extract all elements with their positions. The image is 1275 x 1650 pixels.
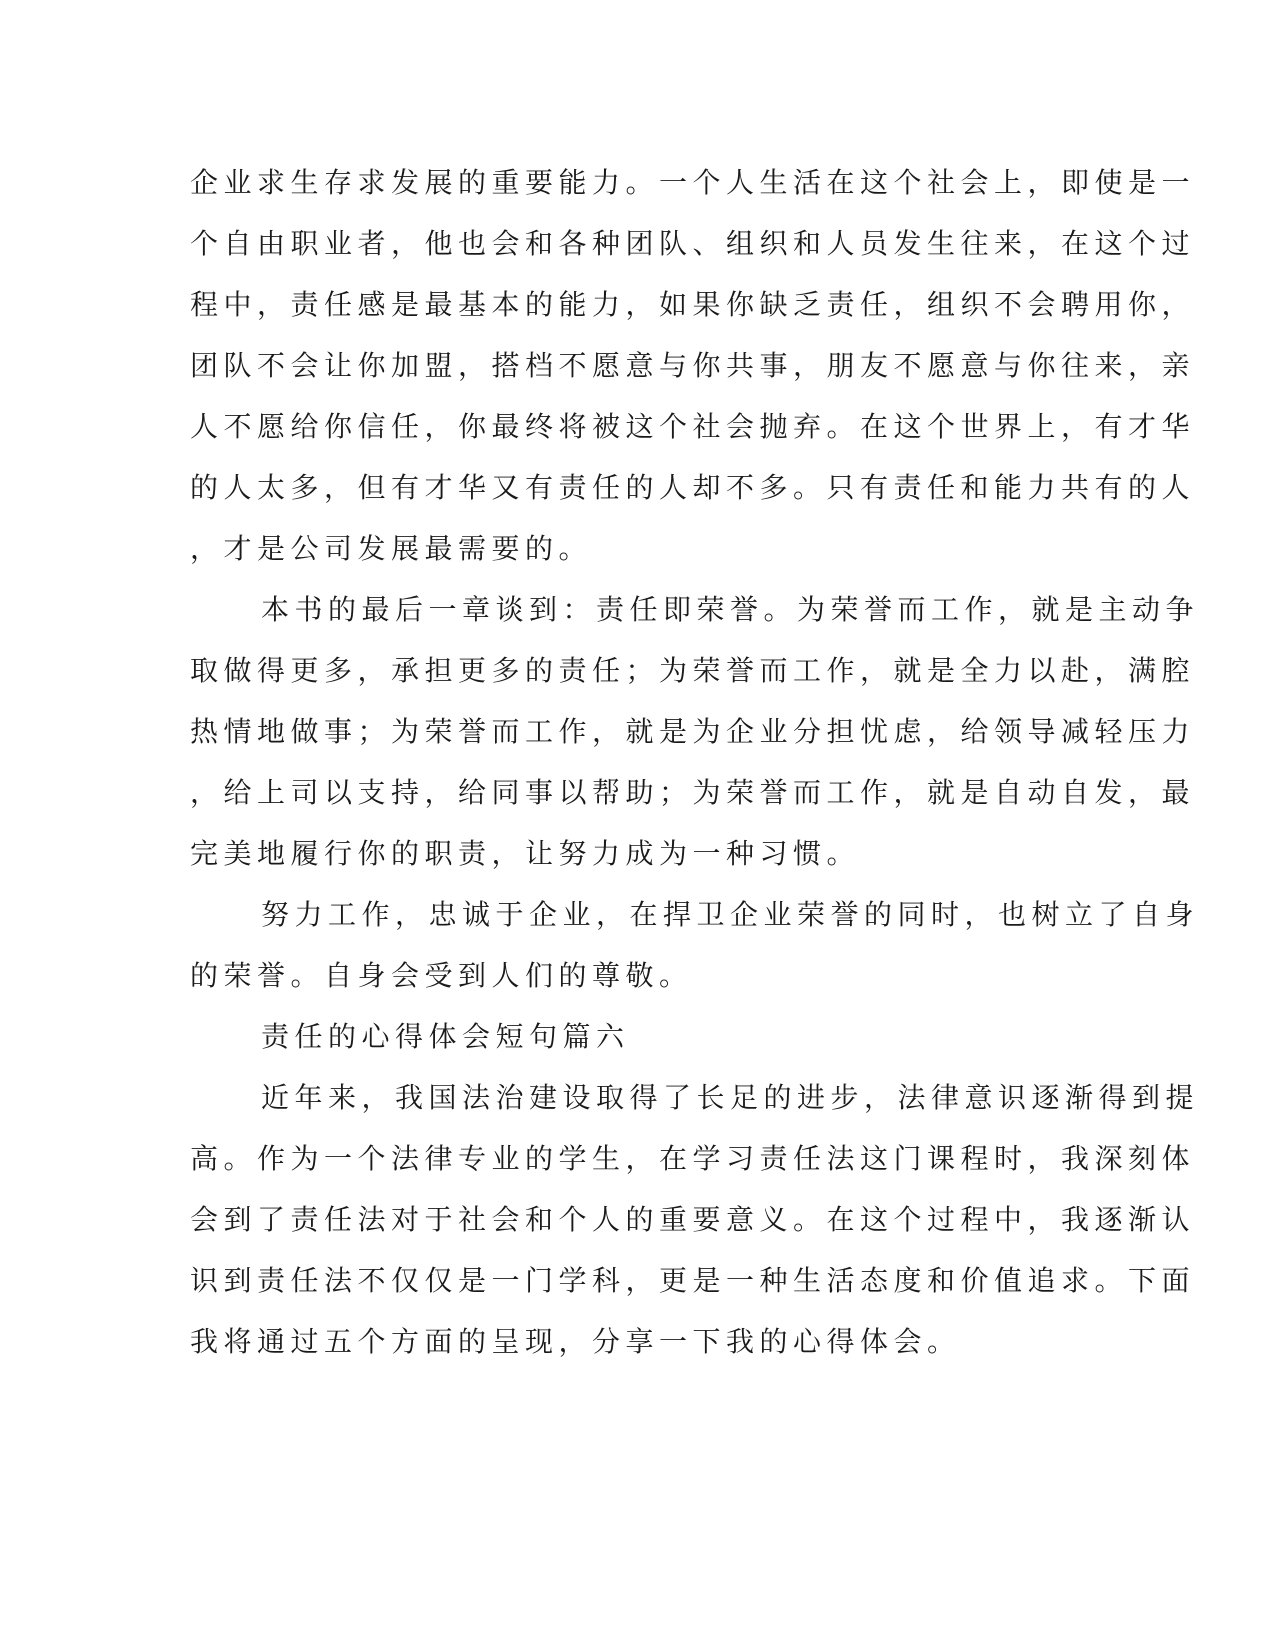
text-line: 热情地做事；为荣誉而工作，就是为企业分担忧虑，给领导减轻压力 bbox=[190, 715, 1196, 748]
text-line: 企业求生存求发展的重要能力。一个人生活在这个社会上，即使是一 bbox=[190, 166, 1196, 199]
paragraph-first-line: 本书的最后一章谈到：责任即荣誉。为荣誉而工作，就是主动争 bbox=[261, 593, 1200, 626]
document-body bbox=[190, 152, 1200, 1372]
paragraph-first-line: 近年来，我国法治建设取得了长足的进步，法律意识逐渐得到提 bbox=[261, 1081, 1200, 1114]
text-line: 的人太多，但有才华又有责任的人却不多。只有责任和能力共有的人 bbox=[190, 471, 1196, 504]
text-line: 的荣誉。自身会受到人们的尊敬。 bbox=[190, 959, 693, 992]
text-line: 高。作为一个法律专业的学生，在学习责任法这门课程时，我深刻体 bbox=[190, 1142, 1196, 1175]
text-line: 个自由职业者，他也会和各种团队、组织和人员发生往来，在这个过 bbox=[190, 227, 1196, 260]
text-line: 会到了责任法对于社会和个人的重要意义。在这个过程中，我逐渐认 bbox=[190, 1203, 1196, 1236]
text-line: ，给上司以支持，给同事以帮助；为荣誉而工作，就是自动自发，最 bbox=[190, 776, 1196, 809]
text-line: 人不愿给你信任，你最终将被这个社会抛弃。在这个世界上，有才华 bbox=[190, 410, 1196, 443]
text-line: 取做得更多，承担更多的责任；为荣誉而工作，就是全力以赴，满腔 bbox=[190, 654, 1196, 687]
paragraph-first-line: 努力工作，忠诚于企业，在捍卫企业荣誉的同时，也树立了自身 bbox=[261, 898, 1200, 931]
text-line: 识到责任法不仅仅是一门学科，更是一种生活态度和价值追求。下面 bbox=[190, 1264, 1196, 1297]
text-line: 团队不会让你加盟，搭档不愿意与你共事，朋友不愿意与你往来，亲 bbox=[190, 349, 1196, 382]
paragraph-first-line: 责任的心得体会短句篇六 bbox=[261, 1020, 630, 1053]
text-line: 程中，责任感是最基本的能力，如果你缺乏责任，组织不会聘用你， bbox=[190, 288, 1196, 321]
text-line: ，才是公司发展最需要的。 bbox=[190, 532, 593, 565]
text-line: 我将通过五个方面的呈现，分享一下我的心得体会。 bbox=[190, 1325, 961, 1358]
text-line: 完美地履行你的职责，让努力成为一种习惯。 bbox=[190, 837, 861, 870]
